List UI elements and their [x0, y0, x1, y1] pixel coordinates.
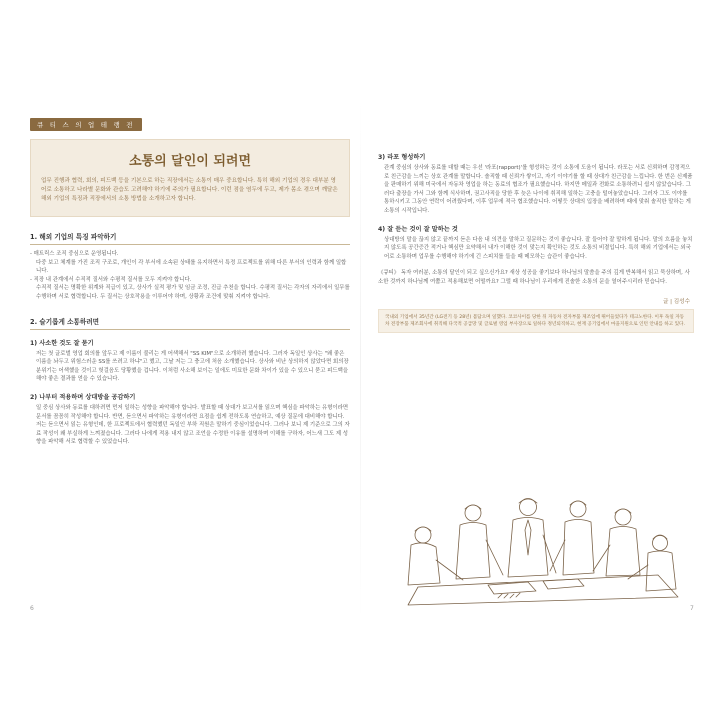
subsection-4-text: 상대방의 말을 끊지 않고 끝까지 듣은 다음 내 의견을 말하고 질문하는 것이 좋습니다. 잘 들어야 잘 말하게 됩니다. 말의 흐름을 놓치지 않도록 공간증간 적거나 핵심만 요약해서 내가 이해한 것이 맞는지 확인하는 것도 소통의 비결입니다. 특히 해외 기업에서는 외국어로 소통하며 업무를 수행해야 하기에 긴 스피치를 들을 때 메모하는 습관이 좋습니다.: [384, 236, 693, 260]
page-number-left: 6: [30, 605, 34, 612]
subsection-2-text: 일 중심 상사와 동료를 대하려면 먼저 일하는 성향을 파악해야 합니다. 발표할 때 상대가 보고서를 읽으며 핵심을 파악하는 유형이라면 문서를 꼼꼼히 작성해야 합니다. 반면, 듣으면서 파악하는 유형이라면 요점을 쉽게 전하도록 연습하고, 예상 질문에 대비해야 합니다. 저는 듣으면서 읽는 유형인데, 한 프로젝트에서 협력했던 독일인 부하 직원은 말하기 중심이었습니다. 그러나 보니 제 기준으로 그의 자료 작성이 왜 부실하게 느껴졌습니다. 그러다 나에게 적용 내지 않고 조언을 수정한 이유를 설명하며 이해를 구하자, 어느새 그도 제 성향을 파악해 서로 협력할 수 있었습니다.: [36, 404, 350, 446]
subsection-3-heading: 3) 라포 형성하기: [378, 154, 426, 161]
subsection-3-text: 관계 중심의 상사와 동료를 대할 때는 우선 '라포(rapport)'를 형성하는 것이 소통에 도움이 됩니다. 라포는 서로 신뢰하며 감정적으로 친근감을 느끼는 상호 관계를 말합니다. 솔직할 때 신뢰가 쌓이고, 자기 이야기를 할 때 상대가 친근감을 느낍니다. 한 번은 신제품을 판매하기 위해 미국에서 자동차 영업을 하는 동료의 협조가 필요했습니다. 하지만 메일과 전화로 소통하려니 쉽지 않았습니다. 그러다 출장을 가서 그와 함께 식사하며, 권고사직을 당한 후 늦은 나이에 취직해 일하는 고충을 털어놓았습니다. 그러자 그도 이야를 통하시키고 그동안 연락이 어려웠다며, 이후 업무에 적극 협조했습니다. 어떻듯 상대의 입장을 배려하며 때에 맞춰 솔직한 말하는 게 소통의 시작입니다.: [384, 165, 693, 214]
title-box: [30, 139, 350, 217]
article-intro: 업무 진행과 협력, 회의, 피드백 등을 기본으로 하는 직장에서는 소통이 매우 중요합니다. 특히 해외 기업의 경우 대부분 영어로 소통하고 나라별 문화와 관습도 고려해야 하기에 주의가 필요합니다. 이런 점을 염두에 두고, 제가 몸소 겪으며 깨달은 해외 기업의 특징과 직장에서의 소통 방법을 소개하고자 합니다.: [41, 178, 338, 202]
author-note: 국내외 기업에서 35년간 (LG전기 등 28년) 몸담으며 일했다. 코코사이를 당한 뒤 자동차 전자부품 제조업에 뛰어들었다가 테크노한다. 이후 독일 자동차 전장부품 제조회사에 취직해 다국적 공급망 및 글로벌 영업 부사장으로 일하다 정년퇴직하고, 현재 공기업에서 마을지원으로 인턴 안내를 하고 있다.: [385, 314, 685, 327]
section-1-line: - 직장 내 관계에서 수직적 질서와 수평적 질서를 모두 지켜야 합니다.: [30, 276, 192, 283]
section-2-heading: 2. 슬기롭게 소통하려면: [30, 316, 350, 330]
team-meeting-illustration: [378, 485, 694, 610]
page-gutter: [360, 100, 361, 620]
section-tag: 큐 티 스 의 업 테 랭 전: [30, 118, 142, 131]
subsection-4-heading: 4) 잘 듣는 것이 잘 말하는 것: [378, 225, 458, 233]
author-credit: 글 | 김성수: [662, 298, 690, 305]
article-title: 소통의 달인이 되려면: [128, 154, 252, 169]
subsection-1-text: 저는 첫 글로벌 영업 회의를 앞두고 제 이름이 불리는 게 어색해서 "SS KIM"으로 소개하려 했습니다. 그러자 독일인 상사는 "왜 좋은 이름을 놔두고 위험스러운 SS를 쓰려고 하냐"고 했고, 그날 저는 그 충고에 처음 소개했습니다. 상사와 비난 상의하지 않았다면 회의장 분위기는 어색했을 것이고 헛걸음도 당황했을 겁니다. 이처럼 사소해 보이는 일에도 미묘한 문화 차이가 있을 수 있으니 묻고 피드백을 해야 좋은 결과를 얻을 수 있습니다.: [36, 350, 349, 383]
closing-paragraph: 《큐티》 독자 여러분, 소통의 달인이 되고 싶으신가요? 새상 성공을 좋기보다 하나님의 말씀을 주의 깊게 반복해서 읽고 묵상하며, 사소한 것까지 하나님께 여쭙고 적용해보면 어떨까요? 그럴 때 하나님이 우리에게 진솔한 소통의 문을 열어주시리라 믿습니다.: [378, 270, 690, 285]
section-1-line: 다중 보고 체계를 가진 조직 구조로, 개인이 각 부서에 소속된 상태를 유지하면서 특정 프로젝트를 위해 다른 부서의 인력과 함께 일합니다.: [36, 259, 347, 275]
subsection-1-heading: 1) 사소한 것도 잘 묻기: [30, 339, 94, 347]
left-page: [30, 112, 350, 617]
section-1-line: - 매트릭스 조직 중심으로 운영됩니다.: [30, 251, 119, 257]
section-1-line: 수직적 질서는 명확한 위계와 직급이 있고, 상사가 실적 평가 및 임금 조정, 진급 추천을 합니다. 수평적 질서는 각자의 자리에서 일무를 수행하며 서로 협력합니다. 두 질서는 상호작용을 이루어야 하며, 상황과 조건에 맞춰 지켜야 합니다.: [36, 285, 350, 300]
section-1-heading: 1. 해외 기업의 특징 파악하기: [30, 231, 350, 245]
page-number-right: 7: [690, 605, 694, 612]
subsection-2-heading: 2) 나부터 적용하며 상대방을 공감하기: [30, 393, 136, 401]
author-note-box: [378, 309, 694, 333]
